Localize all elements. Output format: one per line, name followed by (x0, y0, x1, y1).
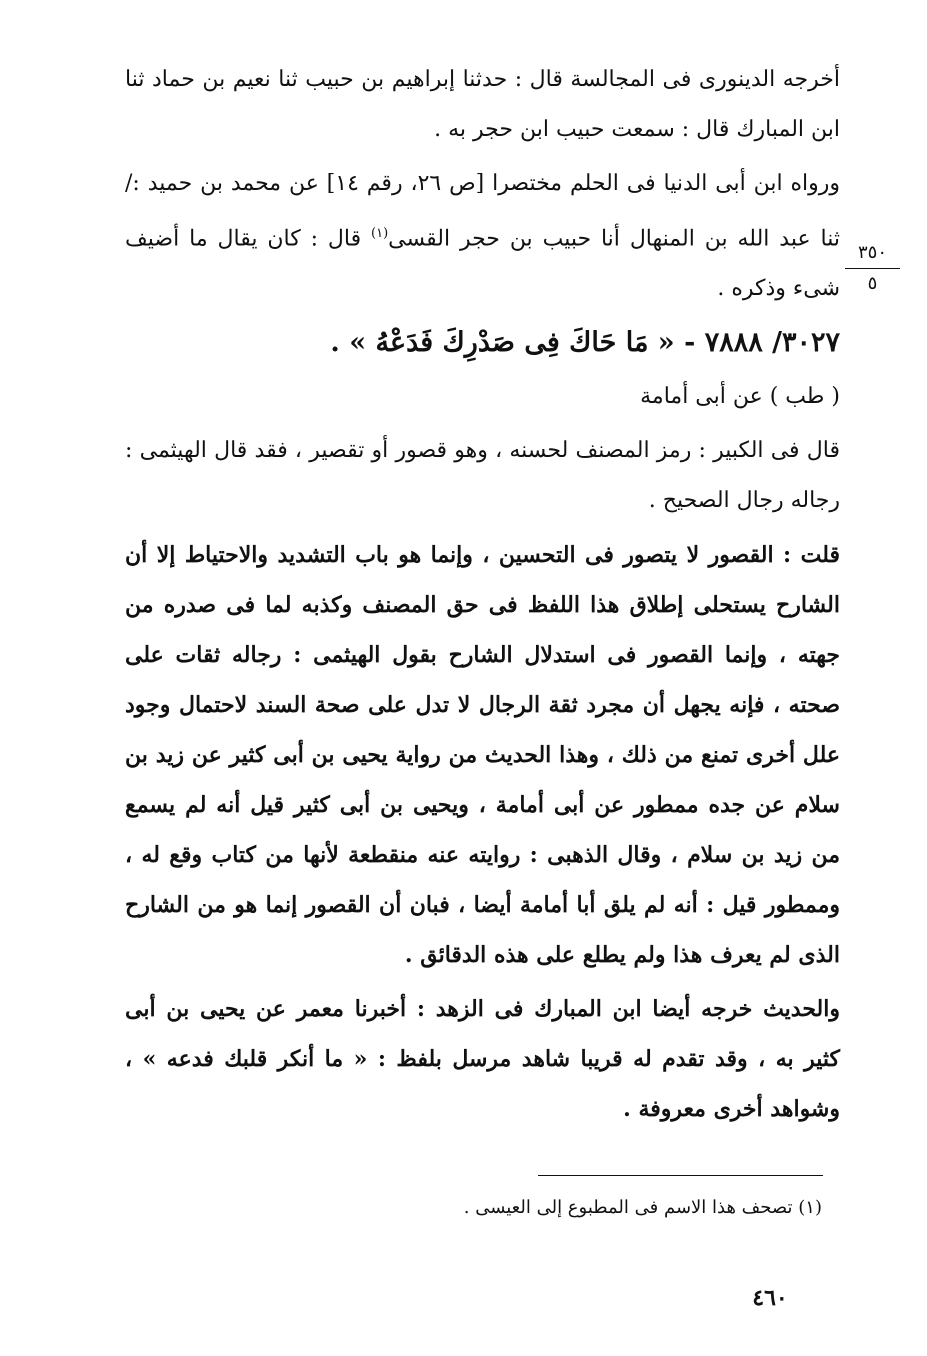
paragraph-ibn-abi-dunya-part2: قال : كان يقال ما أضيف شىء وذكره . (125, 226, 840, 302)
footnote-divider (538, 1175, 823, 1176)
paragraph-commentary: قال فى الكبير : رمز المصنف لحسنه ، وهو قصور أو تقصير ، فقد قال الهيثمى : رجاله رجال الصحيح . (125, 438, 840, 514)
hadith-source: ( طب ) عن أبى أمامة (640, 384, 840, 410)
footnote-marker: (١) (371, 226, 389, 241)
main-text (125, 55, 840, 1138)
margin-ref-rule (845, 268, 900, 269)
margin-page-reference (845, 242, 900, 295)
paragraph-response: قلت : القصور لا يتصور فى التحسين ، وإنما هو باب التشديد والاحتياط إلا أن الشارح يستحلى إطلاق هذا اللفظ فى حق المصنف وكذبه لما فى صدره من جهته ، وإنما القصور فى استدلال الشارح بقول الهيثمى : رجاله ثقات على صحته ، فإنه يجهل أن مجرد ثقة الرجال لا تدل على صحة السند لاحتمال وجود علل أخرى تمنع من ذلك ، وهذا الحديث من رواية يحيى بن أبى كثير عن زيد بن سلام عن جده ممطور عن أبى أمامة ، ويحيى بن أبى كثير قيل أنه لم يسمع من زيد بن سلام ، وقال الذهبى : روايته عنه منقطعة لأنها من كتاب وقع له ، وممطور قيل : أنه لم يلق أبا أمامة أيضا ، فبان أن القصور إنما هو من الشارح الذى لم يعرف هذا ولم يطلع على هذه الدقائق . (125, 542, 840, 969)
margin-ref-bottom: ٥ (867, 273, 878, 294)
page-number: ٤٦٠ (752, 1285, 788, 1311)
paragraph-ibn-abi-dunya-part1: ورواه ابن أبى الدنيا فى الحلم مختصرا [ص ٢٦، رقم ١٤] عن محمد بن حميد :/ ثنا عبد الله بن المنهال أنا حبيب بن حجر القسى (125, 171, 841, 252)
margin-ref-top: ٣٥٠ (857, 242, 887, 263)
paragraph-zuhd: والحديث خرجه أيضا ابن المبارك فى الزهد : أخبرنا معمر عن يحيى بن أبى كثير به ، وقد تقدم له قريبا شاهد مرسل بلفظ : « ما أنكر قلبك فدعه » ، وشواهد أخرى معروفة . (125, 996, 840, 1123)
paragraph-dinawari: أخرجه الدينورى فى المجالسة قال : حدثنا إبراهيم بن حبيب ثنا نعيم بن حماد ثنا ابن المبارك قال : سمعت حبيب ابن حجر به . (125, 67, 840, 142)
hadith-heading: ٣٠٢٧/ ٧٨٨٨ - « مَا حَاكَ فِى صَدْرِكَ فَدَعْهُ » . (330, 327, 840, 359)
paragraph-ibn-abi-dunya (125, 159, 840, 314)
footnote: (١) تصحف هذا الاسم فى المطبوع إلى العيسى . (463, 1197, 822, 1218)
